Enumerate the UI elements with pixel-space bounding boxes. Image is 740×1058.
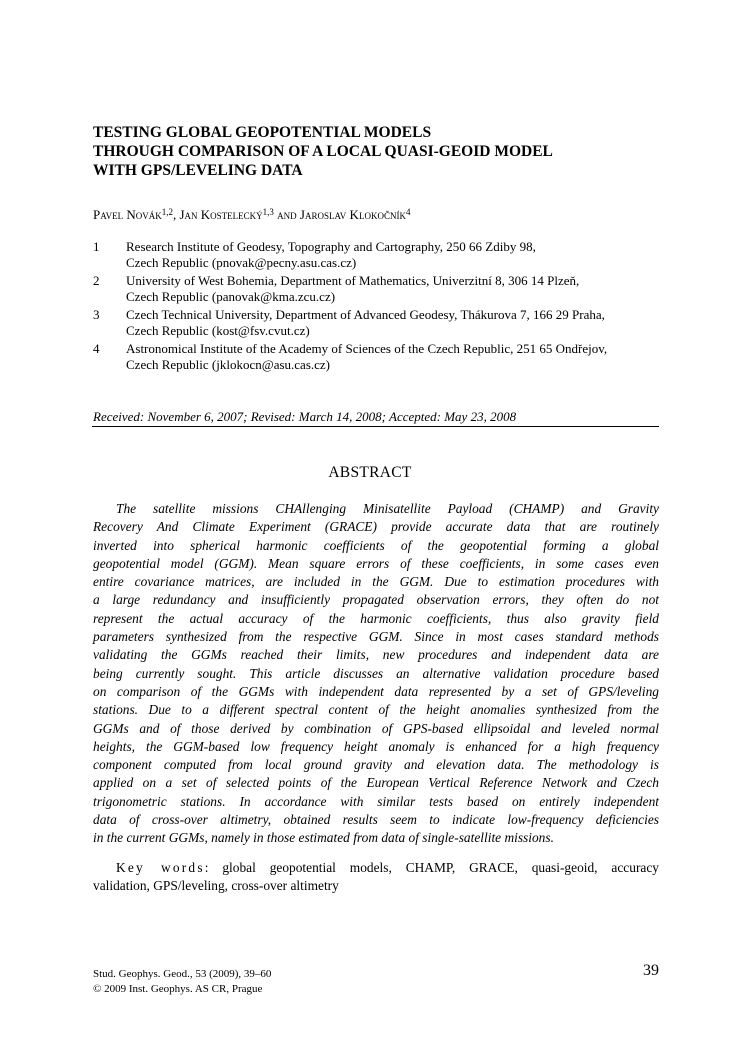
abstract-line: data of cross-over altimetry, obtained results seem to indicate low-frequency deficiencies — [93, 812, 659, 828]
author-name: Jaroslav Klokočník — [299, 207, 406, 222]
affiliation-line: Astronomical Institute of the Academy of Sciences of the Czech Republic, 251 65 Ondřejov, — [126, 341, 608, 356]
affiliation-list — [93, 239, 663, 375]
abstract-line: Recovery And Climate Experiment (GRACE) provide accurate data that are routinely — [93, 519, 659, 535]
affiliation-number: 2 — [93, 273, 100, 288]
keywords-line — [93, 859, 659, 877]
affiliation-number: 1 — [93, 239, 100, 254]
header-divider — [92, 426, 659, 427]
keywords-line: validation, GPS/leveling, cross-over altimetry — [93, 878, 339, 894]
abstract-line: heights, the GGM-based low frequency height anomaly is enhanced for a high frequency — [93, 738, 659, 754]
affiliation-line: Czech Republic (jklokocn@asu.cas.cz) — [126, 357, 331, 372]
affiliation-line: Czech Republic (pnovak@pecny.asu.cas.cz) — [126, 255, 357, 270]
affiliation-item — [93, 239, 663, 271]
abstract-line: parameters synthesized from the respective GGM. Since in most cases standard methods — [93, 629, 659, 645]
author-affiliation-marker: 4 — [405, 207, 411, 217]
abstract-line: validating the GGMs reached their limits, new procedures and independent data are — [93, 647, 659, 663]
author-list — [93, 207, 410, 223]
abstract-line: entire covariance matrices, are included in the GGM. Due to estimation procedures with — [93, 574, 659, 590]
abstract-line: geopotential model (GGM). Mean square errors of these coefficients, in some cases even — [93, 555, 659, 571]
abstract-line: in the current GGMs, namely in those estimated from data of single-satellite missions. — [93, 830, 554, 846]
journal-citation: Stud. Geophys. Geod., 53 (2009), 39–60 — [93, 968, 272, 980]
affiliation-line: University of West Bohemia, Department of Mathematics, Univerzitní 8, 306 14 Plzeň, — [126, 273, 580, 288]
title-line: WITH GPS/LEVELING DATA — [93, 162, 303, 179]
abstract-line: component computed from local ground gravity and elevation data. The methodology is — [93, 757, 659, 773]
abstract-line: being currently sought. This article discusses an alternative validation procedure based — [93, 665, 659, 681]
abstract-line: The satellite missions CHAllenging Minisatellite Payload (CHAMP) and Gravity — [116, 501, 659, 516]
footer-citation-block — [93, 967, 271, 997]
abstract-line: a large redundancy and insufficiently propagated observation errors, they often do not — [93, 592, 659, 608]
abstract-line: represent the actual accuracy of the harmonic coefficients, thus also gravity field — [93, 610, 659, 626]
affiliation-number: 3 — [93, 307, 100, 322]
author-separator: , — [172, 207, 180, 222]
title-line: THROUGH COMPARISON OF A LOCAL QUASI-GEOID MODEL — [93, 143, 553, 160]
paper-title — [93, 123, 653, 180]
author-affiliation-marker: 1,3 — [262, 207, 274, 217]
received-dates: Received: November 6, 2007; Revised: March 14, 2008; Accepted: May 23, 2008 — [93, 409, 517, 424]
affiliation-item — [93, 341, 663, 373]
affiliation-item — [93, 307, 663, 339]
abstract-line: on comparison of the GGMs with independent data represented by a set of GPS/leveling — [93, 683, 659, 699]
abstract-line: applied on a set of selected points of the European Vertical Reference Network and Czech — [93, 775, 659, 791]
author-conjunction: and — [273, 207, 300, 222]
affiliation-line: Czech Republic (panovak@kma.zcu.cz) — [126, 289, 336, 304]
author-name: Jan Kostelecký — [179, 207, 263, 222]
page-number: 39 — [643, 962, 659, 979]
abstract-line: GGMs and of those derived by combination of GPS-based ellipsoidal and leveled normal — [93, 720, 659, 736]
author-name: Pavel Novák — [93, 207, 162, 222]
keywords-label: Key words — [116, 860, 205, 875]
title-line: TESTING GLOBAL GEOPOTENTIAL MODELS — [93, 124, 432, 141]
abstract-body — [93, 500, 659, 848]
copyright-notice: © 2009 Inst. Geophys. AS CR, Prague — [93, 983, 263, 995]
abstract-line: trigonometric stations. In accordance with similar tests based on entirely independent — [93, 793, 659, 809]
keywords-text: : global geopotential models, CHAMP, GRACE, quasi-geoid, accuracy — [204, 860, 659, 875]
abstract-heading: ABSTRACT — [328, 464, 412, 481]
affiliation-number: 4 — [93, 341, 100, 356]
abstract-line: inverted into spherical harmonic coefficients of the geopotential forming a global — [93, 537, 659, 553]
author-affiliation-marker: 1,2 — [161, 207, 173, 217]
keywords-block — [93, 859, 659, 896]
affiliation-line: Research Institute of Geodesy, Topography and Cartography, 250 66 Zdiby 98, — [126, 239, 536, 254]
affiliation-line: Czech Technical University, Department of Advanced Geodesy, Thákurova 7, 166 29 Praha, — [126, 307, 605, 322]
affiliation-line: Czech Republic (kost@fsv.cvut.cz) — [126, 323, 310, 338]
abstract-line: stations. Due to a different spectral content of the height anomalies synthesized from the — [93, 702, 659, 718]
affiliation-item — [93, 273, 663, 305]
